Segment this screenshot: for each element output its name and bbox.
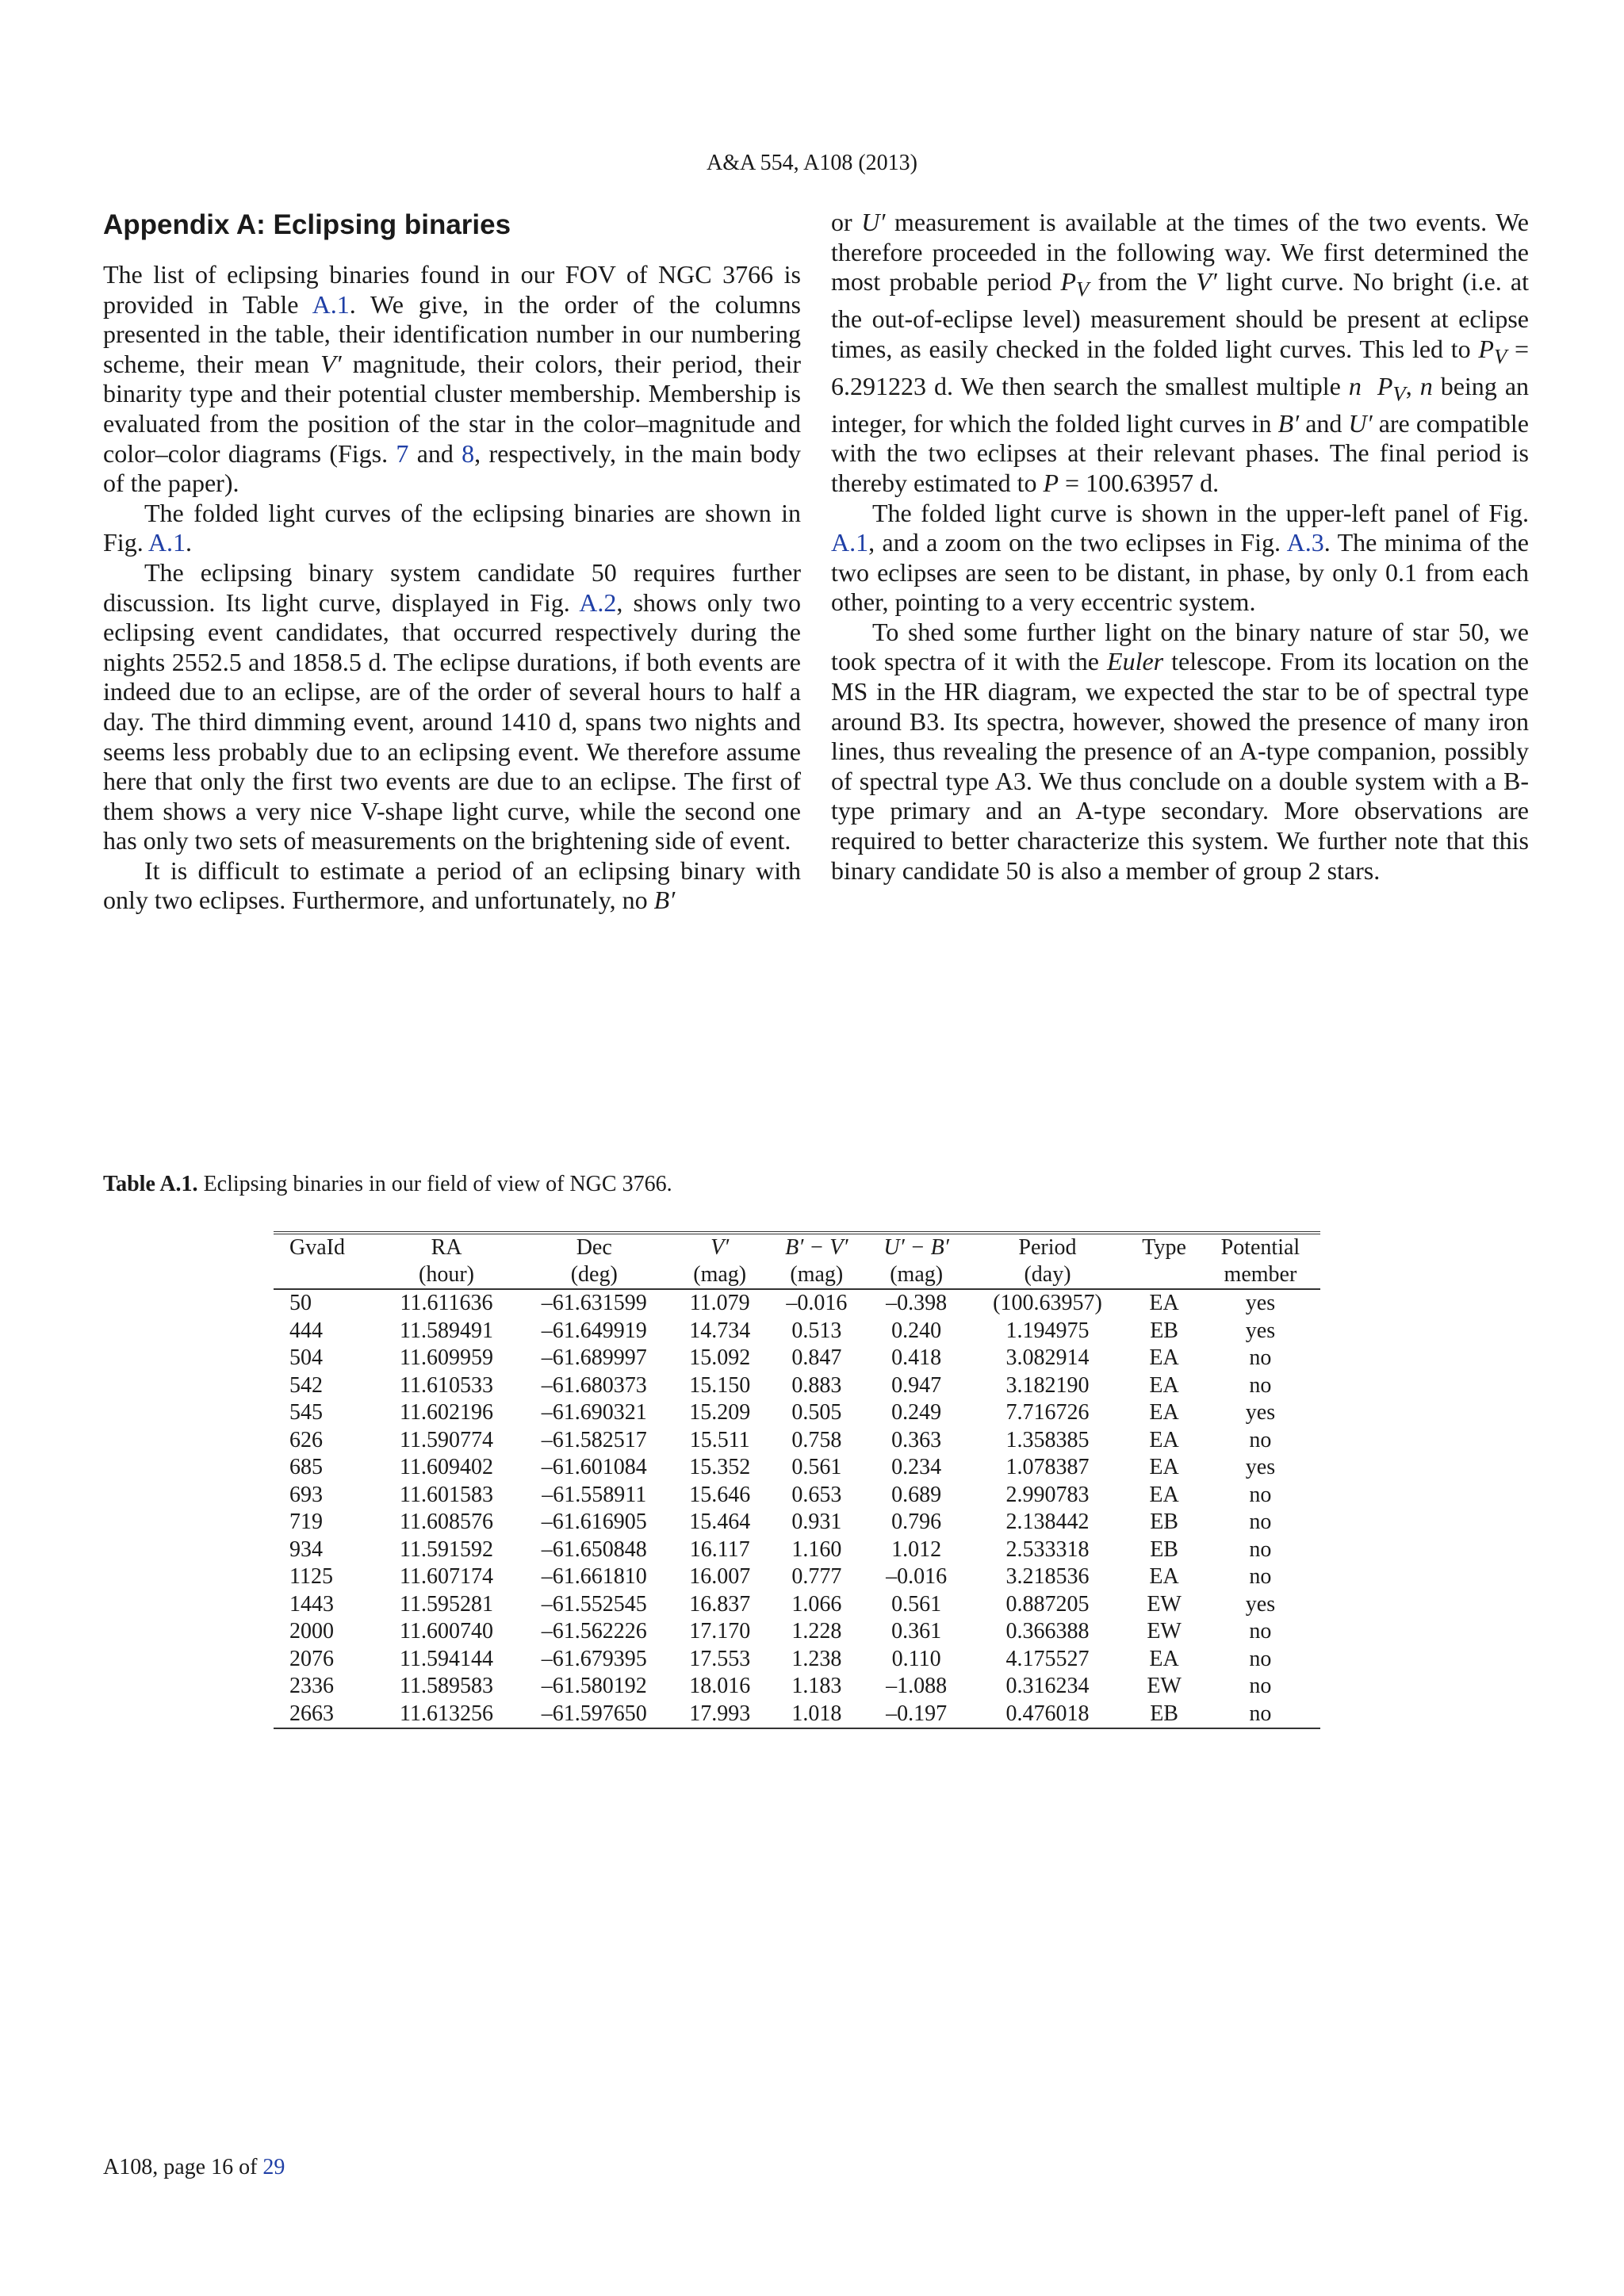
unit-cell: member (1201, 1261, 1320, 1289)
fig-a1-link-2[interactable]: A.1 (831, 528, 869, 557)
table-cell: EA (1149, 1372, 1179, 1398)
table-cell: EW (1147, 1674, 1182, 1698)
table-cell: 3.082914 (1005, 1345, 1090, 1370)
table-cell: 11.609402 (400, 1455, 493, 1479)
table-cell: yes (1245, 1291, 1276, 1315)
table-cell: 0.883 (791, 1372, 842, 1398)
table-cell: 11.613256 (377, 1701, 516, 1729)
table-cell: –61.631599 (541, 1291, 647, 1315)
paragraph-3: The eclipsing binary system candidate 50 requires further discussion. Its light curve, displayed in Fig. A.2, shows only two eclipsing event candidates, that occurred respectively during the nights 2552.5 and 1858.5 d. The eclipse durations, if both events are indeed due to an eclipse, are of the order of several hours to half a day. The third dimming event, around 1410 d, spans two nights and seems less probably due to an eclipsing event. We therefore assume here that only the first two events are due to an eclipse. The first of them shows a very nice V-shape light curve, while the second one has only two sets of measurements on the brightening side of event. (103, 557, 802, 855)
table-cell: no (1249, 1564, 1272, 1589)
table-cell: 11.591592 (400, 1536, 493, 1562)
table-caption (103, 1172, 672, 1197)
header-cell: Period (1018, 1235, 1077, 1260)
table-cell: –61.601084 (541, 1455, 647, 1479)
table-cell: 0.363 (891, 1427, 942, 1452)
table-cell: (100.63957) (993, 1291, 1102, 1315)
table-cell: 16.007 (689, 1564, 751, 1589)
table-cell: 16.117 (689, 1536, 750, 1562)
table-cell: no (1249, 1482, 1272, 1507)
table-cell: –61.689997 (541, 1345, 647, 1370)
table-cell: 1125 (289, 1564, 333, 1589)
table-row (274, 1563, 1320, 1591)
table-cell: 1.194975 (1005, 1318, 1090, 1343)
paragraph-2: The folded light curves of the eclipsing binaries are shown in Fig. A.1. (103, 498, 801, 557)
table-row (274, 1509, 1320, 1536)
table-row (274, 1372, 1320, 1400)
table-cell: 11.602196 (400, 1400, 493, 1425)
table-cell: 17.170 (689, 1619, 751, 1644)
table-cell: 1.078387 (1005, 1455, 1090, 1479)
total-pages-link[interactable]: 29 (262, 2155, 285, 2179)
table-cell: 11.594144 (400, 1646, 493, 1671)
table-cell: EA (1149, 1564, 1179, 1589)
table-cell: no (1249, 1619, 1272, 1644)
table-cell: EB (1150, 1318, 1178, 1343)
running-head: A&A 554, A108 (2013) (707, 151, 917, 175)
table-cell: 11.590774 (400, 1427, 493, 1452)
table-cell: no (1249, 1510, 1272, 1534)
table-cell: 0.505 (791, 1400, 842, 1425)
fig-8-link[interactable]: 8 (462, 438, 475, 468)
table-cell: 2.990783 (1005, 1482, 1090, 1507)
table-cell: –0.016 (786, 1291, 848, 1315)
table-cell: no (1249, 1372, 1272, 1398)
header-cell: RA (431, 1235, 462, 1260)
table-cell: –61.552545 (541, 1591, 647, 1617)
table-cell: no (1201, 1701, 1320, 1729)
table-cell: 11.079 (689, 1291, 750, 1315)
table-cell: EW (1147, 1591, 1182, 1617)
table-cell: EB (1128, 1701, 1201, 1729)
unit-cell (1128, 1261, 1201, 1289)
table-cell: EA (1149, 1482, 1179, 1507)
table-row (274, 1289, 1320, 1318)
table-cell: 18.016 (689, 1674, 751, 1698)
unit-cell: (deg) (516, 1261, 672, 1289)
table-cell: 3.182190 (1005, 1372, 1090, 1398)
table-cell: –61.562226 (541, 1619, 647, 1644)
table-cell: 1.160 (791, 1536, 842, 1562)
table-cell: 11.611636 (400, 1291, 493, 1315)
paragraph-7: To shed some further light on the binary nature of star 50, we took spectra of it with the Euler telescope. From its location on the MS in the HR diagram, we expected the star to be of spectral type around B3. Its spectra, however, showed the presence of many iron lines, thus revealing the presence of an A-type companion, possibly of spectral type A3. We thus conclude on a double system with a B-type primary and an A-type secondary. More observations are required to better characterize this system. We further note that this binary candidate 50 is also a member of group 2 stars. (831, 617, 1529, 885)
table-cell: 0.561 (791, 1455, 842, 1479)
table-cell: 11.595281 (400, 1591, 493, 1617)
table-cell: 50 (289, 1291, 312, 1315)
table-cell: EA (1149, 1400, 1179, 1425)
table-cell: EA (1149, 1646, 1179, 1671)
table-caption-label: Table A.1. (103, 1172, 198, 1196)
table-row (274, 1399, 1320, 1427)
table-row (274, 1454, 1320, 1482)
table-cell: –61.558911 (542, 1482, 647, 1507)
table-row (274, 1591, 1320, 1619)
unit-cell: (mag) (672, 1261, 768, 1289)
table-cell: –61.616905 (541, 1510, 647, 1534)
left-column (103, 208, 801, 916)
table-row (274, 1318, 1320, 1345)
table-cell: 0.689 (891, 1482, 942, 1507)
table-cell: EB (1150, 1510, 1178, 1534)
table-cell: 11.600740 (400, 1619, 493, 1644)
table-cell: –61.580192 (541, 1674, 647, 1698)
header-cell: GvaId (289, 1235, 345, 1260)
table-cell: 2.138442 (1005, 1510, 1090, 1534)
table-cell: 1.358385 (1005, 1427, 1090, 1452)
table-cell: 4.175527 (1005, 1646, 1090, 1671)
section-title: Appendix A: Eclipsing binaries (103, 209, 511, 240)
table-cell: 11.601583 (400, 1482, 493, 1507)
table-cell: yes (1245, 1591, 1276, 1617)
table-cell: no (1249, 1345, 1272, 1370)
table-cell: EB (1150, 1536, 1178, 1562)
table-cell: –61.661810 (541, 1564, 647, 1589)
table-cell: 0.418 (891, 1345, 942, 1370)
header-cell: Potential (1220, 1235, 1300, 1260)
table-cell: 542 (289, 1372, 323, 1398)
table-cell: 17.553 (689, 1646, 751, 1671)
table-cell: 0.653 (791, 1482, 842, 1507)
unit-cell (274, 1261, 377, 1289)
header-cell: B′ − V′ (785, 1235, 848, 1260)
table-cell: 0.847 (791, 1345, 842, 1370)
fig-a3-link[interactable]: A.3 (1286, 528, 1324, 557)
table-cell: no (1249, 1427, 1272, 1452)
table-row (274, 1618, 1320, 1646)
table-cell: 2076 (289, 1646, 334, 1671)
table-cell: EA (1149, 1291, 1179, 1315)
table-cell: 545 (289, 1400, 323, 1425)
table-cell: 0.513 (791, 1318, 842, 1343)
table-cell: –61.690321 (541, 1400, 647, 1425)
table-row (274, 1646, 1320, 1674)
table-cell: 0.361 (891, 1619, 942, 1644)
paragraph-5: or U′ measurement is available at the times of the two events. We therefore proceeded in the following way. We first determined the most probable period $P_V$ from the V′ light curve. No bright (i.e. at the out-of-eclipse level) measurement should be present at eclipse times, as easily checked in the folded light curves. This led to $P_V = 6.291223$ d. We then search the smallest multiple n $P_V$, n being an integer, for which the folded light curves in B′ and U′ are compatible with the two eclipses at their relevant phases. The final period is thereby estimated to P = 100.63957 d. (831, 208, 1530, 497)
table-cell: –61.679395 (541, 1646, 647, 1671)
unit-cell: (day) (967, 1261, 1128, 1289)
table-cell: 11.607174 (400, 1564, 493, 1589)
table-cell: 15.092 (689, 1345, 751, 1370)
unit-cell: (mag) (866, 1261, 967, 1289)
table-cell: 719 (289, 1510, 323, 1534)
table-cell: 1443 (289, 1591, 334, 1617)
table-cell: 0.110 (891, 1646, 941, 1671)
table-a1-link[interactable]: A.1 (312, 289, 350, 319)
table-cell: EA (1149, 1427, 1179, 1452)
paragraph-4: It is difficult to estimate a period of an eclipsing binary with only two eclipses. Furthermore, and unfortunately, no B′ (103, 855, 801, 915)
table-cell: EA (1149, 1455, 1179, 1479)
unit-cell: (hour) (377, 1261, 516, 1289)
table-cell: 934 (289, 1536, 323, 1562)
table-cell: –0.398 (886, 1291, 948, 1315)
table-cell: –61.597650 (516, 1701, 672, 1729)
table-cell: 1.183 (791, 1674, 842, 1698)
table-cell: 0.777 (791, 1564, 842, 1589)
table-cell: 0.249 (891, 1400, 942, 1425)
table-cell: 0.240 (891, 1318, 942, 1343)
table-cell: 0.931 (791, 1510, 842, 1534)
table-cell: 444 (289, 1318, 323, 1343)
table-cell: 0.234 (891, 1455, 942, 1479)
table-cell: 15.464 (689, 1510, 751, 1534)
table-cell: 11.589583 (400, 1674, 493, 1698)
table-cell: 11.589491 (400, 1318, 493, 1343)
fig-a1-link[interactable]: A.1 (147, 528, 186, 557)
table-row (274, 1345, 1320, 1372)
paragraph-1: The list of eclipsing binaries found in our FOV of NGC 3766 is provided in Table A.1. We give, in the order of the columns presented in the table, their identification number in our numbering scheme, their mean V′ magnitude, their colors, their period, their binarity type and their potential cluster membership. Membership is evaluated from the position of the star in the color–magnitude and color–color diagrams (Figs. 7 and 8, respectively, in the main body of the paper). (103, 260, 802, 498)
table-cell: 1.066 (791, 1591, 842, 1617)
table-cell: 15.511 (689, 1427, 750, 1452)
table-cell: 0.316234 (1005, 1674, 1090, 1698)
table-row (274, 1701, 1320, 1729)
table-cell: 16.837 (689, 1591, 751, 1617)
unit-cell: (mag) (768, 1261, 866, 1289)
table-cell: 7.716726 (1005, 1400, 1090, 1425)
table-cell: 0.366388 (1005, 1619, 1090, 1644)
table-cell: 2000 (289, 1619, 334, 1644)
table-cell: –0.197 (866, 1701, 967, 1729)
table-header-row (274, 1234, 1320, 1261)
table-cell: 11.610533 (400, 1372, 493, 1398)
table-cell: –61.680373 (541, 1372, 647, 1398)
table-cell: 15.150 (689, 1372, 751, 1398)
table-cell: 685 (289, 1455, 323, 1479)
header-cell: Type (1142, 1235, 1186, 1260)
table-cell: no (1249, 1674, 1272, 1698)
table-row (274, 1536, 1320, 1564)
eclipsing-binaries-table (274, 1231, 1320, 1729)
table-cell: EA (1149, 1345, 1179, 1370)
table-cell: 0.947 (891, 1372, 942, 1398)
table-cell: yes (1245, 1400, 1276, 1425)
table-cell: 15.209 (689, 1400, 751, 1425)
table-cell: no (1249, 1646, 1272, 1671)
table-cell: 1.228 (791, 1619, 842, 1644)
table-cell: 1.012 (891, 1536, 942, 1562)
table-cell: 626 (289, 1427, 323, 1452)
header-cell: Dec (576, 1235, 612, 1260)
table-cell: 3.218536 (1005, 1564, 1090, 1589)
table-cell: 1.018 (768, 1701, 866, 1729)
table-cell: –61.582517 (541, 1427, 647, 1452)
table-cell: 14.734 (689, 1318, 751, 1343)
table-cell: no (1249, 1536, 1272, 1562)
table-cell: 1.238 (791, 1646, 842, 1671)
table-cell: –61.649919 (541, 1318, 647, 1343)
table-row (274, 1427, 1320, 1455)
table-row (274, 1482, 1320, 1510)
table-cell: 2663 (274, 1701, 377, 1729)
header-cell: V′ (710, 1235, 730, 1260)
table-cell: EW (1147, 1619, 1182, 1644)
table-cell: 15.352 (689, 1455, 751, 1479)
table-cell: 17.993 (672, 1701, 768, 1729)
table-cell: 11.608576 (400, 1510, 493, 1534)
table-units-row (274, 1261, 1320, 1289)
table-cell: 504 (289, 1345, 323, 1370)
table-cell: –61.650848 (541, 1536, 647, 1562)
table-cell: 0.476018 (967, 1701, 1128, 1729)
table-cell: 0.887205 (1005, 1591, 1090, 1617)
table-cell: 11.609959 (400, 1345, 493, 1370)
header-cell: U′ − B′ (883, 1235, 949, 1260)
table-cell: 693 (289, 1482, 323, 1507)
table-row (274, 1673, 1320, 1701)
table-cell: 2.533318 (1005, 1536, 1090, 1562)
fig-7-link[interactable]: 7 (396, 438, 409, 468)
table-cell: –1.088 (886, 1674, 948, 1698)
table-cell: 0.561 (891, 1591, 942, 1617)
table-cell: –0.016 (886, 1564, 948, 1589)
table-cell: 0.758 (791, 1427, 842, 1452)
table-cell: yes (1245, 1318, 1276, 1343)
right-column (831, 208, 1529, 886)
paragraph-6: The folded light curve is shown in the upper-left panel of Fig. A.1, and a zoom on the two eclipses in Fig. A.3. The minima of the two eclipses are seen to be distant, in phase, by only 0.1 from each other, pointing to a very eccentric system. (831, 498, 1530, 617)
table-caption-text: Eclipsing binaries in our field of view of NGC 3766. (197, 1172, 672, 1196)
table-cell: yes (1245, 1455, 1276, 1479)
table-cell: 0.796 (891, 1510, 942, 1534)
table-body (274, 1289, 1320, 1728)
table-cell: 2336 (289, 1674, 334, 1698)
fig-a2-link[interactable]: A.2 (579, 587, 617, 617)
table-cell: 15.646 (689, 1482, 751, 1507)
page-footer: A108, page 16 of 29 (103, 2155, 285, 2179)
